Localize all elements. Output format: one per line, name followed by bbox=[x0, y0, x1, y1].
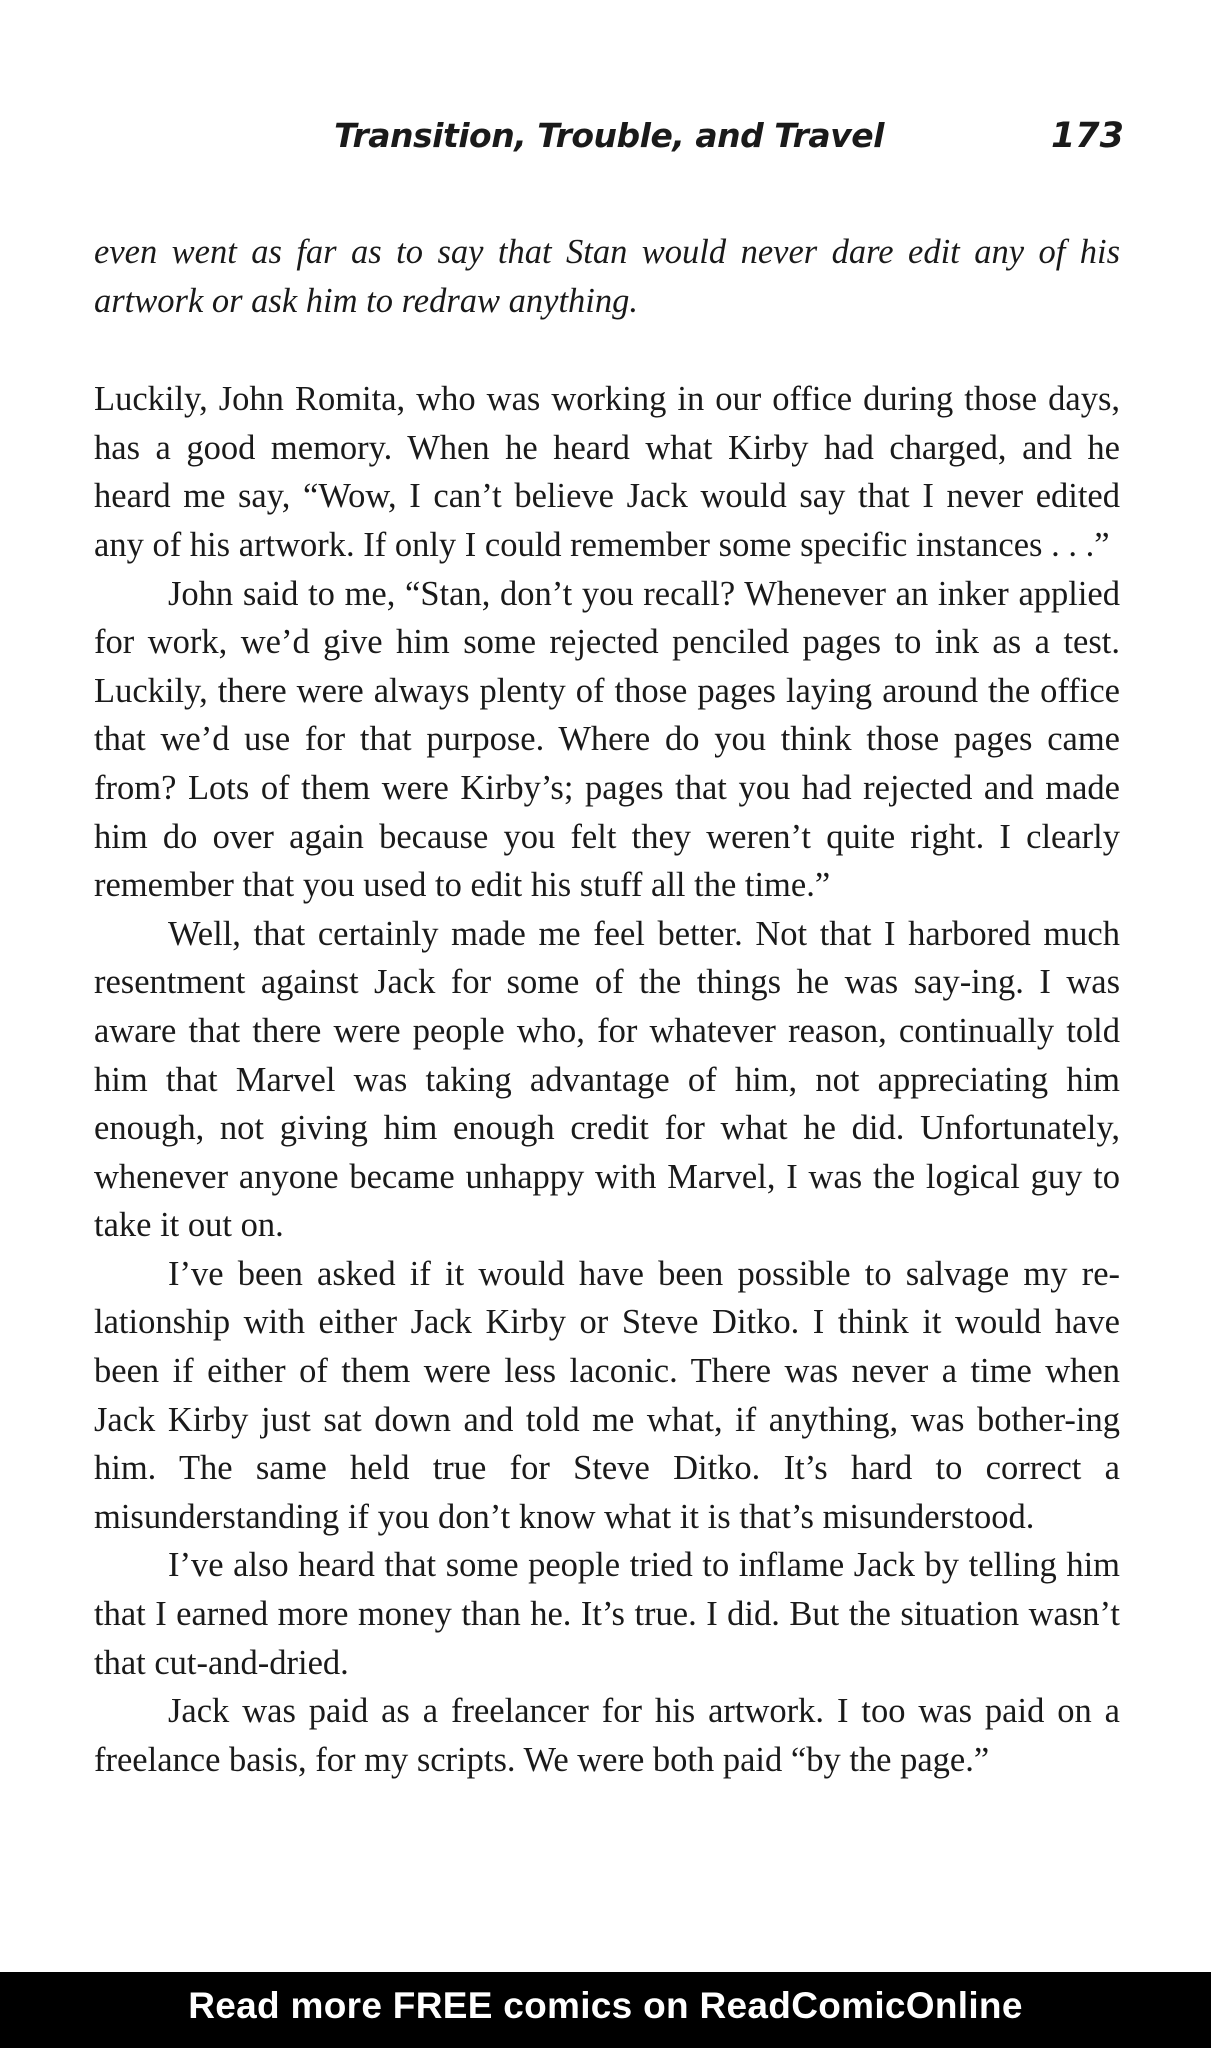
body-text bbox=[94, 228, 1120, 1784]
running-header bbox=[94, 116, 1124, 164]
chapter-title: Transition, Trouble, and Travel bbox=[334, 116, 884, 155]
promo-banner[interactable]: Read more FREE comics on ReadComicOnline bbox=[0, 1972, 1211, 2048]
paragraph-5: I’ve also heard that some people tried to inflame Jack by telling him that I earned more money than he. It’s true. I did. But the situation wasn’t that cut-and-dried. bbox=[94, 1546, 1120, 1682]
paragraph-4: I’ve been asked if it would have been possible to salvage my re-lationship with either Jack Kirby or Steve Ditko. I think it would have been if either of them were less laconic. There was never a time when Jack Kirby just sat down and told me what, if anything, was bother-ing him. The same held true for Steve Ditko. It’s hard to correct a misunderstanding if you don’t know what it is that’s misunderstood. bbox=[94, 1254, 1120, 1536]
paragraph-2: John said to me, “Stan, don’t you recall? Whenever an inker applied for work, we’d give him some rejected penciled pages to ink as a test. Luckily, there were always plenty of those pages laying around the office that we’d use for that purpose. Where do you think those pages came from? Lots of them were Kirby’s; pages that you had rejected and made him do over again because you felt they weren’t quite right. I clearly remember that you used to edit his stuff all the time.” bbox=[94, 574, 1120, 905]
quote-continuation: even went as far as to say that Stan would never dare edit any of his artwork or ask him to redraw anything. bbox=[94, 233, 1120, 320]
paragraph-3: Well, that certainly made me feel better. Not that I harbored much resentment against Jack for some of the things he was say-ing. I was aware that there were people who, for whatever reason, continually told him that Marvel was taking advantage of him, not appreciating him enough, not giving him enough credit for what he did. Unfortunately, whenever anyone became unhappy with Marvel, I was the logical guy to take it out on. bbox=[94, 914, 1120, 1245]
page-number: 173 bbox=[1050, 116, 1124, 156]
paragraph-1: Luckily, John Romita, who was working in our office during those days, has a good memory. When he heard what Kirby had charged, and he heard me say, “Wow, I can’t believe Jack would say that I never edited any of his artwork. If only I could remember some specific instances . . .” bbox=[94, 380, 1120, 564]
paragraph-6: Jack was paid as a freelancer for his artwork. I too was paid on a freelance basis, for my scripts. We were both paid “by the page.” bbox=[94, 1692, 1120, 1779]
